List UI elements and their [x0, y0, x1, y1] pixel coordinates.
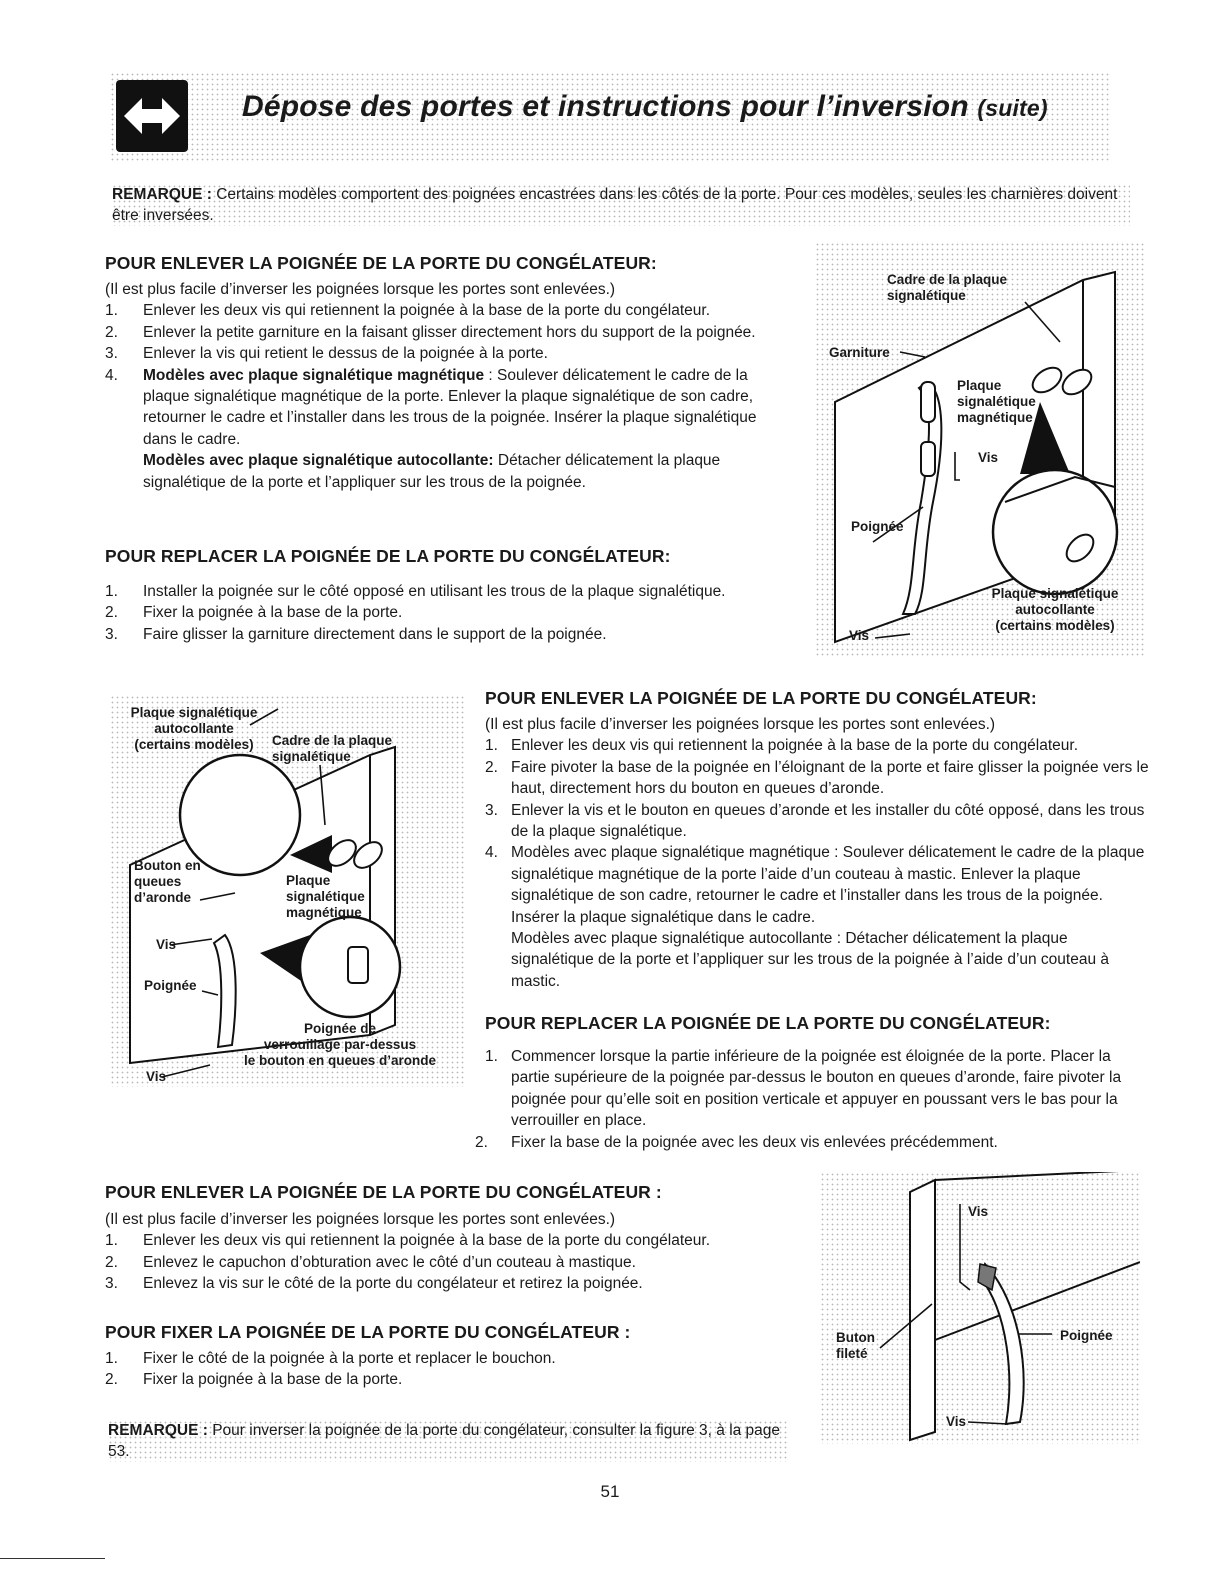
list-item: [105, 1273, 795, 1294]
figure-handle-threaded-button: [820, 1172, 1140, 1444]
list-item: [485, 735, 1150, 756]
item-text-part: Modèles avec plaque signalétique magnétique : Soulever délicatement le cadre de la plaque signalétique magnétique de la porte l’aide d’un couteau à mastic. Enlever la plaque signalétique de son cadre, retourner le cadre et l’installer dans les trous de la poignée. Insérer la plaque signalétique dans le cadre.: [511, 844, 1145, 926]
instruction-list: [105, 581, 785, 645]
instruction-list: [485, 735, 1150, 992]
label-poignee: Poignée: [144, 978, 197, 993]
list-item: [105, 1252, 795, 1273]
item-text: Enlevez le capuchon d’obturation avec le côté d’un couteau à mastique.: [143, 1253, 636, 1271]
instruction-list: [105, 1230, 795, 1294]
list-item: [105, 300, 785, 321]
list-item: [105, 581, 785, 602]
section-heading: POUR REPLACER LA POIGNÉE DE LA PORTE DU CONGÉLATEUR:: [105, 546, 671, 566]
item-text: Fixer le côté de la poignée à la porte et replacer le bouchon.: [143, 1350, 556, 1367]
item-text: Faire pivoter la base de la poignée en l’éloignant de la porte et faire glisser la poignée vers le haut, directement hors du bouton en queues d’aronde.: [511, 758, 1149, 798]
list-item: [485, 842, 1150, 992]
label-bouton-filete: Buton fileté: [836, 1330, 875, 1361]
label-verrouillage: Poignée de verrouillage par-dessus le bouton en queues d’aronde: [243, 1021, 436, 1068]
label-vis: Vis: [946, 1414, 967, 1429]
item-text: Enlevez la vis sur le côté de la porte du congélateur et retirez la poignée.: [143, 1275, 643, 1293]
item-number: 1.: [105, 1350, 118, 1367]
item-number: 3.: [105, 345, 118, 363]
item-text: Enlever la vis qui retient le dessus de la poignée à la porte.: [143, 345, 548, 363]
list-item: [105, 365, 785, 493]
item-text: Fixer la base de la poignée avec les deux vis enlevées précédemment.: [511, 1133, 998, 1151]
label-plaque-autocollante: Plaque signalétique autocollante (certains modèles): [991, 586, 1119, 633]
item-text: [511, 842, 1150, 992]
item-text: Commencer lorsque la partie inférieure de la poignée est éloignée de la porte. Placer la partie supérieure de la poignée par-dessus le bouton en queues d’aronde, faire pivoter la poignée pour qu’elle soit en position verticale et appuyer en poussant vers le bas pour la verrouiller en place.: [511, 1048, 1122, 1130]
section-body: [475, 1046, 1150, 1153]
item-number: 1.: [485, 737, 498, 755]
item-bold: Modèles avec plaque signalétique magnétique: [143, 366, 485, 384]
item-number: 2.: [475, 1133, 488, 1151]
footer-rule: [0, 1558, 105, 1559]
item-text: Enlever les deux vis qui retiennent la poignée à la base de la porte du congélateur.: [511, 737, 1078, 755]
list-item: [105, 322, 785, 343]
double-arrow-icon: [116, 80, 188, 152]
label-cadre-plaque: Cadre de la plaque signalétique: [887, 272, 1008, 303]
item-number: 2.: [105, 1371, 118, 1389]
page-header: [110, 72, 1110, 162]
item-number: 4.: [485, 844, 498, 862]
list-item: [105, 1348, 795, 1369]
section-intro: (Il est plus facile d’inverser les poignées lorsque les portes sont enlevées.): [485, 716, 996, 733]
section-heading: POUR REPLACER LA POIGNÉE DE LA PORTE DU CONGÉLATEUR:: [485, 1013, 1051, 1033]
item-number: 3.: [485, 801, 498, 819]
item-text: Fixer la poignée à la base de la porte.: [143, 1371, 403, 1389]
item-text: Enlever les deux vis qui retiennent la poignée à la base de la porte du congélateur.: [143, 1232, 710, 1250]
label-poignee: Poignée: [1060, 1328, 1113, 1343]
section-body: [105, 581, 785, 645]
label-plaque-magnetique: Plaque signalétique magnétique: [957, 378, 1036, 425]
list-item: [105, 602, 785, 623]
item-text: [143, 365, 785, 493]
section-heading: POUR ENLEVER LA POIGNÉE DE LA PORTE DU CONGÉLATEUR:: [485, 688, 1037, 708]
section-intro: (Il est plus facile d’inverser les poignées lorsque les portes sont enlevées.): [105, 281, 616, 298]
item-number: 1.: [105, 1232, 118, 1250]
list-item: [475, 1132, 1150, 1153]
item-number: 4.: [105, 366, 118, 384]
instruction-list: [105, 300, 785, 493]
item-number: 1.: [105, 583, 118, 600]
page-number: 51: [600, 1482, 620, 1501]
section-body: [485, 714, 1150, 992]
item-subpara: Modèles avec plaque signalétique autocollante : Détacher délicatement la plaque signalétique de la porte et l’appliquer sur les trous de la poignée à l’aide d’un couteau à mastic.: [511, 930, 1110, 990]
label-vis: Vis: [978, 450, 999, 465]
item-number: 2.: [485, 758, 498, 776]
note-remarque-top: [112, 184, 1130, 226]
section-heading: POUR ENLEVER LA POIGNÉE DE LA PORTE DU CONGÉLATEUR:: [105, 253, 657, 273]
list-item: [485, 1046, 1150, 1132]
item-text: Installer la poignée sur le côté opposé en utilisant les trous de la plaque signalétique.: [143, 583, 726, 600]
item-number: 2.: [105, 323, 118, 341]
item-subpara: [143, 450, 785, 493]
item-text: Enlever les deux vis qui retiennent la poignée à la base de la porte du congélateur.: [143, 302, 710, 320]
item-text-part: : Soulever délicatement le cadre de la plaque signalétique magnétique de la porte. Enlever la plaque signalétique de son cadre, retourner le cadre et l’installer dans les trous de la poignée. Insérer la plaque signalétique dans le cadre.: [143, 366, 757, 448]
label-vis: Vis: [968, 1204, 989, 1219]
section-intro: (Il est plus facile d’inverser les poignées lorsque les portes sont enlevées.): [105, 1211, 616, 1228]
section-heading: POUR ENLEVER LA POIGNÉE DE LA PORTE DU CONGÉLATEUR :: [105, 1182, 662, 1202]
item-text: Enlever la petite garniture en la faisant glisser directement hors du support de la poignée.: [143, 323, 756, 341]
section-body: [105, 1209, 795, 1295]
page-title-main: Dépose des portes et instructions pour l’inversion: [242, 90, 969, 123]
note-remarque-bottom: [108, 1420, 788, 1462]
label-poignee: Poignée: [851, 519, 904, 534]
label-cadre-plaque: Cadre de la plaque signalétique: [272, 733, 393, 764]
item-number: 3.: [105, 625, 118, 643]
page-title-suite: (suite): [977, 95, 1048, 121]
label-garniture: Garniture: [829, 345, 890, 360]
figure-handle-dovetail: [110, 695, 465, 1087]
label-vis: Vis: [146, 1069, 167, 1084]
item-text: Fixer la poignée à la base de la porte.: [143, 604, 403, 622]
item-number: 3.: [105, 1275, 118, 1293]
page-title: [242, 90, 1048, 124]
note-label: REMARQUE :: [108, 1422, 208, 1439]
item-text: Faire glisser la garniture directement dans le support de la poignée.: [143, 625, 607, 643]
note-text: Pour inverser la poignée de la porte du congélateur, consulter la figure 3, à la page 53.: [108, 1422, 781, 1460]
list-item: [105, 343, 785, 364]
item-text-part: Détacher délicatement la plaque signalétique de la porte et l’appliquer sur les trous de la poignée.: [143, 452, 721, 491]
list-item: [105, 1369, 795, 1390]
list-item: [105, 1230, 795, 1251]
item-text: Enlever la vis et le bouton en queues d’aronde et les installer du côté opposé, dans les trous de la plaque signalétique.: [511, 801, 1145, 841]
list-item: [105, 624, 785, 645]
item-number: 1.: [485, 1048, 498, 1065]
list-item: [485, 757, 1150, 800]
figure-handle-magnetic-plate: [815, 242, 1145, 657]
note-text: Certains modèles comportent des poignées encastrées dans les côtés de la porte. Pour ces modèles, seules les charnières doivent être inversées.: [112, 186, 1118, 224]
note-label: REMARQUE :: [112, 186, 212, 203]
label-plaque-magnetique: Plaque signalétique magnétique: [286, 873, 365, 920]
label-vis: Vis: [156, 937, 177, 952]
section-body: [105, 1348, 795, 1391]
instruction-list: [475, 1046, 1150, 1153]
label-plaque-autocollante: Plaque signalétique autocollante (certains modèles): [130, 705, 258, 752]
section-body: [105, 279, 785, 493]
item-bold: Modèles avec plaque signalétique autocollante:: [143, 452, 494, 470]
list-item: [485, 800, 1150, 843]
instruction-list: [105, 1348, 795, 1391]
item-number: 2.: [105, 1253, 118, 1271]
label-vis: Vis: [849, 628, 870, 643]
item-number: 2.: [105, 604, 118, 622]
label-bouton-queues-aronde: Bouton en queues d’aronde: [134, 858, 201, 905]
item-number: 1.: [105, 302, 118, 320]
section-heading: POUR FIXER LA POIGNÉE DE LA PORTE DU CONGÉLATEUR :: [105, 1322, 631, 1342]
